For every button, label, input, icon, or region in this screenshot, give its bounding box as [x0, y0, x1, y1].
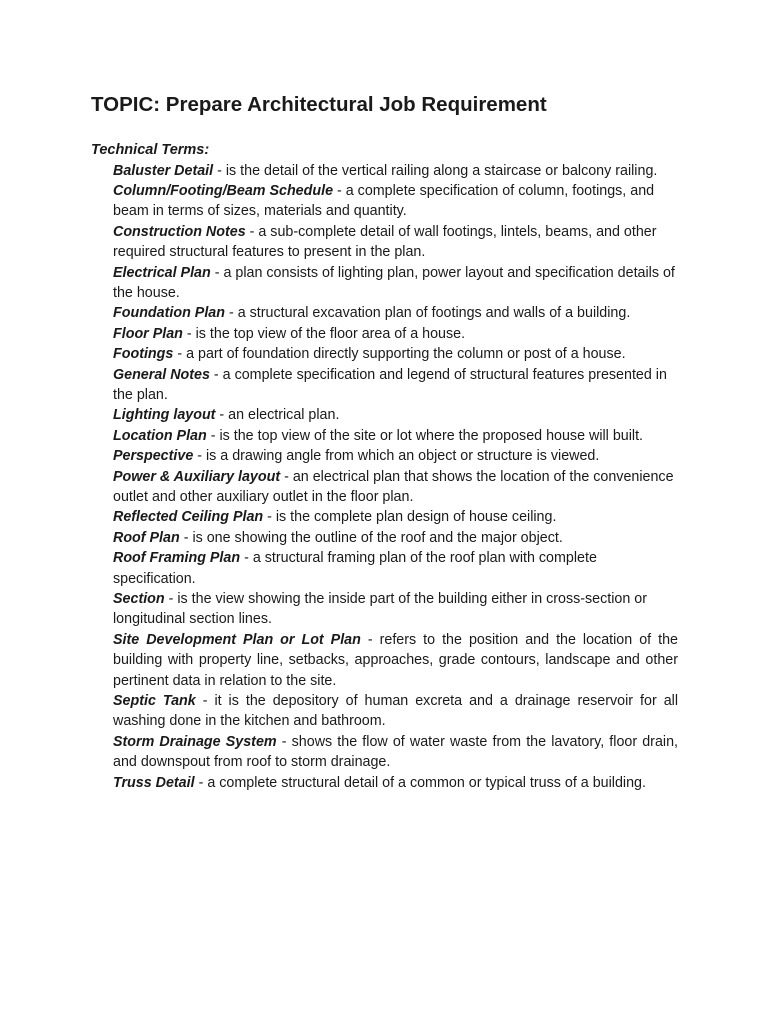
term-definition: refers to the position and the location of the building with property line, setbacks, approaches, grade contours, landscape and other pertinent data in relation to the site. [113, 631, 678, 689]
term-entry [113, 467, 678, 508]
term-definition: an electrical plan that shows the location of the convenience outlet and other auxiliary outlet in the floor plan. [113, 468, 674, 505]
term-separator: - [224, 305, 238, 322]
term-definition: a structural excavation plan of footings and walls of a building. [237, 305, 631, 322]
term-separator: - [206, 427, 220, 444]
term-separator: - [215, 407, 229, 424]
term-entry [113, 630, 678, 691]
term-entry [113, 181, 678, 222]
term-name: Column/Footing/Beam Schedule [113, 182, 334, 199]
term-entry [113, 222, 678, 263]
term-entry [113, 263, 678, 304]
term-definition: is the view showing the inside part of the building either in cross-section or longitudinal section lines. [113, 591, 648, 628]
term-definition: a complete specification of column, footings, and beam in terms of sizes, materials and quantity. [113, 182, 655, 220]
term-name: Floor Plan [113, 325, 183, 342]
term-name: Electrical Plan [113, 264, 211, 281]
term-definition: a complete specification and legend of structural features presented in the plan. [113, 366, 667, 403]
term-name: Roof Framing Plan [113, 550, 241, 567]
term-entry [113, 405, 678, 425]
term-separator: - [179, 529, 193, 546]
term-separator: - [194, 774, 208, 791]
page-title: TOPIC: Prepare Architectural Job Requirement [91, 93, 547, 116]
term-name: General Notes [113, 366, 210, 383]
term-name: Reflected Ceiling Plan [113, 509, 264, 526]
term-separator: - [182, 325, 196, 342]
term-name: Truss Detail [113, 774, 195, 791]
term-definition: a structural framing plan of the roof plan with complete specification. [113, 550, 597, 587]
term-separator: - [209, 366, 223, 383]
term-separator: - [210, 264, 224, 281]
term-definition: a part of foundation directly supporting the column or post of a house. [186, 346, 626, 363]
term-entry [113, 589, 678, 630]
term-separator: - [276, 733, 292, 750]
term-entry [113, 344, 678, 364]
term-entry [113, 548, 678, 589]
term-entry [113, 507, 678, 527]
term-name: Site Development Plan or Lot Plan [113, 631, 361, 648]
term-definition: is a drawing angle from which an object or structure is viewed. [206, 448, 600, 465]
term-name: Perspective [113, 448, 194, 465]
term-name: Construction Notes [113, 223, 246, 240]
term-definition: is the complete plan design of house ceiling. [275, 509, 557, 526]
term-separator: - [360, 631, 380, 648]
term-separator: - [245, 223, 259, 240]
term-definition: it is the depository of human excreta and a drainage reservoir for all washing done in the kitchen and bathroom. [113, 693, 678, 730]
term-separator: - [333, 182, 346, 199]
term-name: Storm Drainage System [113, 733, 277, 750]
term-definition: shows the flow of water waste from the lavatory, floor drain, and downspout from roof to storm drainage. [113, 733, 678, 771]
term-entry [113, 773, 678, 793]
section-heading: Technical Terms: [91, 142, 210, 158]
term-separator: - [240, 550, 253, 567]
term-entry [113, 732, 678, 773]
term-entry [113, 324, 678, 344]
term-entry [113, 446, 678, 466]
term-entry [113, 161, 678, 181]
term-name: Location Plan [113, 427, 207, 444]
term-separator: - [193, 448, 206, 465]
term-separator: - [213, 162, 226, 179]
term-definition: is one showing the outline of the roof and the major object. [192, 529, 563, 546]
term-separator: - [164, 591, 178, 608]
term-separator: - [173, 346, 187, 363]
term-entry [113, 528, 678, 548]
term-definition: an electrical plan. [228, 407, 340, 424]
term-entry [113, 426, 678, 446]
terms-list [113, 161, 678, 794]
term-name: Lighting layout [113, 407, 216, 424]
term-name: Section [113, 591, 165, 608]
term-definition: is the top view of the floor area of a house. [195, 325, 466, 342]
term-name: Power & Auxiliary layout [113, 468, 281, 485]
term-definition: a plan consists of lighting plan, power layout and specification details of the house. [113, 264, 675, 301]
term-name: Roof Plan [113, 529, 180, 546]
term-separator: - [195, 693, 215, 710]
term-entry [113, 365, 678, 406]
term-definition: a sub-complete detail of wall footings, lintels, beams, and other required structural features to present in the plan. [113, 223, 657, 261]
term-name: Septic Tank [113, 693, 196, 710]
term-name: Foundation Plan [113, 305, 225, 322]
term-definition: a complete structural detail of a common or typical truss of a building. [207, 774, 646, 791]
term-name: Baluster Detail [113, 162, 214, 179]
term-separator: - [280, 468, 293, 485]
term-name: Footings [113, 346, 174, 363]
term-entry [113, 691, 678, 732]
term-entry [113, 303, 678, 323]
term-separator: - [263, 509, 276, 526]
term-definition: is the top view of the site or lot where the proposed house will built. [219, 427, 644, 444]
term-definition: is the detail of the vertical railing along a staircase or balcony railing. [225, 162, 658, 179]
